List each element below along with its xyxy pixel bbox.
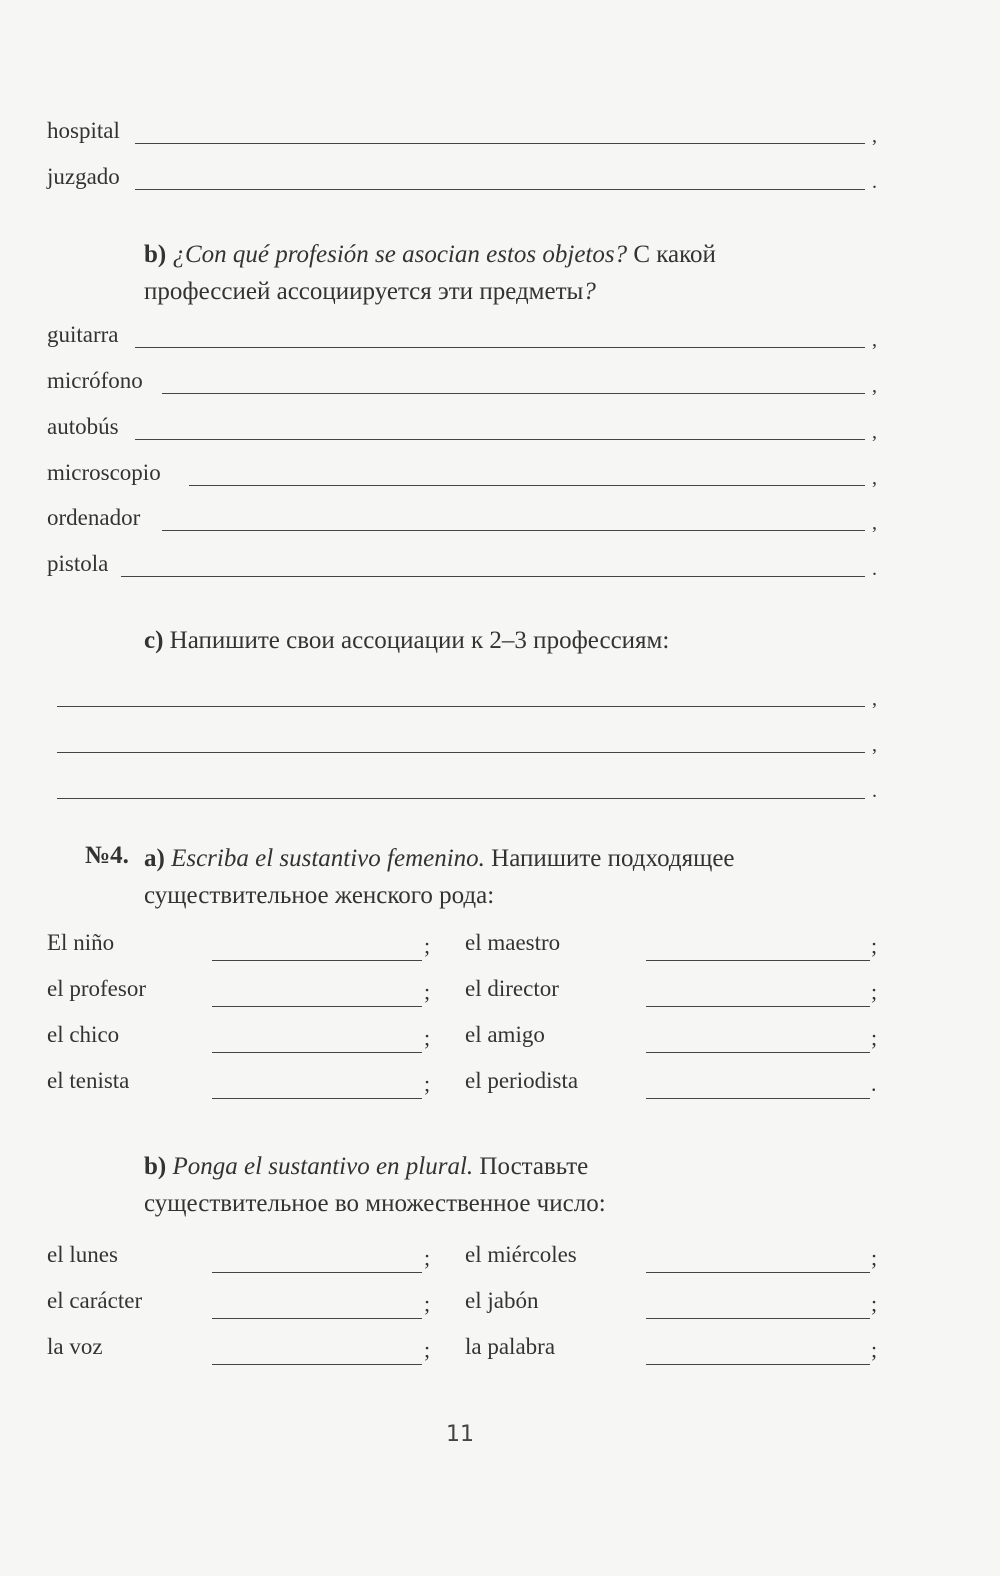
russian-instruction-1: С какой [633,241,716,268]
answer-blank[interactable] [212,1271,422,1273]
row-punctuation: . [872,780,877,802]
answer-blank[interactable] [646,1051,870,1053]
spanish-instruction: Ponga el sustantivo en plural. [172,1153,474,1180]
item-label: ordenador [47,505,141,530]
row-punctuation: ; [871,979,878,1004]
answer-blank[interactable] [212,959,422,961]
exercise4-a-heading [144,840,864,914]
item-label: guitarra [47,322,119,347]
answer-row-ordenador [47,505,887,535]
row-punctuation: , [872,688,877,710]
answer-row-hospital [47,118,887,148]
item-label: el profesor [47,976,146,1001]
row-punctuation: , [872,512,877,534]
answer-blank[interactable] [135,346,865,348]
answer-row-juzgado [47,164,887,194]
item-label: el carácter [47,1288,143,1313]
section-b-plural-heading [144,1148,864,1222]
item-label: el director [465,976,559,1001]
item-label: microscopio [47,460,161,485]
answer-blank[interactable] [162,392,865,394]
russian-instruction-1: Напишите подходящее [491,845,735,872]
row-punctuation: , [872,125,877,147]
answer-blank[interactable] [189,484,865,486]
row-punctuation: ; [424,1337,431,1362]
row-punctuation: , [872,734,877,756]
row-punctuation: ; [871,1291,878,1316]
row-punctuation: . [872,558,877,580]
answer-blank[interactable] [646,1271,870,1273]
answer-blank[interactable] [646,1005,870,1007]
item-label: el chico [47,1022,120,1047]
answer-blank[interactable] [212,1097,422,1099]
row-punctuation: , [872,421,877,443]
item-label: el maestro [465,930,561,955]
row-punctuation: ; [424,1291,431,1316]
section-marker: b) [144,241,167,268]
answer-blank[interactable] [57,797,865,799]
row-punctuation: ; [424,1245,431,1270]
answer-row-guitarra [47,322,887,352]
answer-blank[interactable] [135,142,865,144]
item-label: la voz [47,1334,103,1359]
answer-blank[interactable] [646,1317,870,1319]
answer-blank[interactable] [135,188,865,190]
russian-instruction-2: существительное во множественное число: [144,1190,606,1217]
answer-blank[interactable] [121,575,865,577]
answer-row-pistola [47,551,887,581]
row-punctuation: ; [424,979,431,1004]
russian-instruction: Напишите свои ассоциации к 2–3 профессиям: [169,627,670,654]
row-punctuation: ; [871,1025,878,1050]
answer-row-microscopio [47,460,887,490]
item-label: micrófono [47,368,143,393]
spanish-instruction: Escriba el sustantivo femenino. [171,845,485,872]
answer-blank[interactable] [212,1363,422,1365]
item-label: pistola [47,551,109,576]
answer-blank[interactable] [135,438,865,440]
russian-instruction-1: Поставьте [479,1153,589,1180]
free-answer-row-2 [47,727,887,757]
section-marker: b) [144,1153,167,1180]
item-label: el miércoles [465,1242,577,1267]
row-punctuation: . [872,171,877,193]
section-b-heading [144,236,864,310]
spanish-instruction: ¿Con qué profesión se asocian estos objetos? [172,241,628,268]
row-punctuation: ; [424,1025,431,1050]
row-punctuation: . [871,1071,877,1096]
item-label: el tenista [47,1068,130,1093]
answer-row-autobus [47,414,887,444]
section-marker: a) [144,845,165,872]
answer-blank[interactable] [212,1051,422,1053]
item-label: autobús [47,414,119,439]
free-answer-row-3 [47,773,887,803]
russian-instruction-2: профессией ассоциируется эти предметы [144,278,584,305]
item-label: El niño [47,930,115,955]
row-punctuation: , [872,329,877,351]
answer-blank[interactable] [212,1317,422,1319]
question-mark: ? [583,278,596,305]
answer-blank[interactable] [646,1097,870,1099]
item-label: el periodista [465,1068,579,1093]
row-punctuation: ; [871,1245,878,1270]
answer-blank[interactable] [646,1363,870,1365]
page-number: 11 [446,1422,474,1447]
item-label: juzgado [47,164,120,189]
row-punctuation: ; [871,1337,878,1362]
section-c-heading [144,622,864,659]
item-label: el amigo [465,1022,545,1047]
item-label: el jabón [465,1288,539,1313]
section-marker: c) [144,627,164,654]
row-punctuation: ; [871,933,878,958]
item-label: la palabra [465,1334,556,1359]
free-answer-row-1 [47,681,887,711]
answer-blank[interactable] [646,959,870,961]
row-punctuation: ; [424,1071,431,1096]
item-label: el lunes [47,1242,118,1267]
answer-blank[interactable] [162,529,865,531]
answer-blank[interactable] [57,751,865,753]
item-label: hospital [47,118,120,143]
row-punctuation: , [872,467,877,489]
answer-blank[interactable] [57,705,865,707]
exercise-number: №4. [85,842,129,869]
row-punctuation: , [872,375,877,397]
russian-instruction-2: существительное женского рода: [144,882,495,909]
row-punctuation: ; [424,933,431,958]
answer-blank[interactable] [212,1005,422,1007]
answer-row-microfono [47,368,887,398]
